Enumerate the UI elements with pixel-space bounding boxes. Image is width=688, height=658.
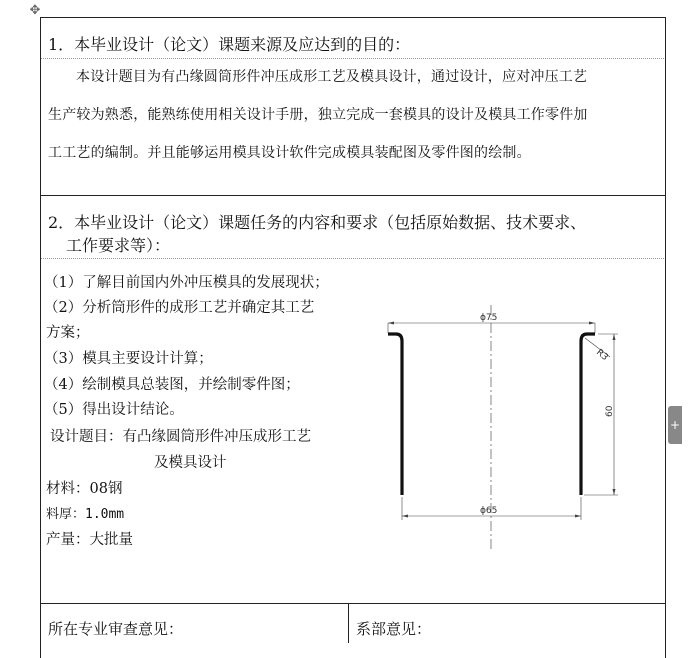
requirement-item: （3）模具主要设计计算； [44, 351, 213, 367]
divider-line [40, 603, 665, 604]
table-move-handle-icon[interactable]: ✥ [29, 3, 41, 18]
divider-line [40, 195, 665, 196]
requirement-item: （1）了解目前国内外冲压模具的发展现状； [44, 275, 329, 291]
major-review-label: 所在专业审查意见： [48, 620, 184, 638]
arrow-head [402, 515, 408, 518]
cylinder-part-drawing [380, 305, 630, 555]
side-expand-tab[interactable]: + [668, 406, 682, 444]
design-title-line1: 设计题目：有凸缘圆筒形件冲压成形工艺 [50, 429, 311, 445]
requirement-item: 方案； [46, 325, 90, 341]
thickness-spec: 料厚：1.0mm [46, 507, 125, 522]
arrow-head [613, 489, 616, 495]
divider-dotted [41, 258, 664, 259]
right-wall [581, 334, 595, 495]
section1-line: 本设计题目为有凸缘圆筒形件冲压成形工艺及模具设计，通过设计，应对冲压工艺 [76, 69, 588, 85]
dim-top-label: ϕ75 [480, 313, 498, 323]
requirement-item: （2）分析筒形件的成形工艺并确定其工艺 [44, 300, 315, 316]
design-title-line2: 及模具设计 [154, 455, 227, 471]
arrow-head [388, 322, 394, 325]
arrow-head [575, 515, 581, 518]
requirement-item: （5）得出设计结论。 [44, 402, 184, 418]
section1-title: 1．本毕业设计（论文）课题来源及应达到的目的： [48, 35, 411, 54]
output-spec: 产量：大批量 [46, 532, 133, 548]
section2-title-line1: 2．本毕业设计（论文）课题任务的内容和要求（包括原始数据、技术要求、 [48, 213, 587, 232]
section1-line: 工工艺的编制。并且能够运用模具设计软件完成模具装配图及零件图的绘制。 [48, 145, 531, 161]
material-spec: 材料：08钢 [46, 481, 123, 497]
arrow-head [589, 322, 595, 325]
requirement-item: （4）绘制模具总装图，并绘制零件图； [44, 377, 300, 393]
section1-paragraph [48, 58, 660, 172]
arrow-head [613, 334, 616, 340]
dim-height-label: 60 [605, 405, 615, 417]
dim-radius-label: R3 [594, 347, 610, 364]
dim-bottom-label: ϕ65 [480, 506, 498, 516]
section2-title-line2: 工作要求等）： [66, 236, 171, 255]
department-opinion-label: 系部意见： [356, 620, 432, 638]
footer-column-divider [348, 603, 349, 643]
section1-line: 生产较为熟悉，能熟练使用相关设计手册，独立完成一套模具的设计及模具工作零件加 [48, 107, 588, 123]
left-wall [388, 334, 402, 495]
